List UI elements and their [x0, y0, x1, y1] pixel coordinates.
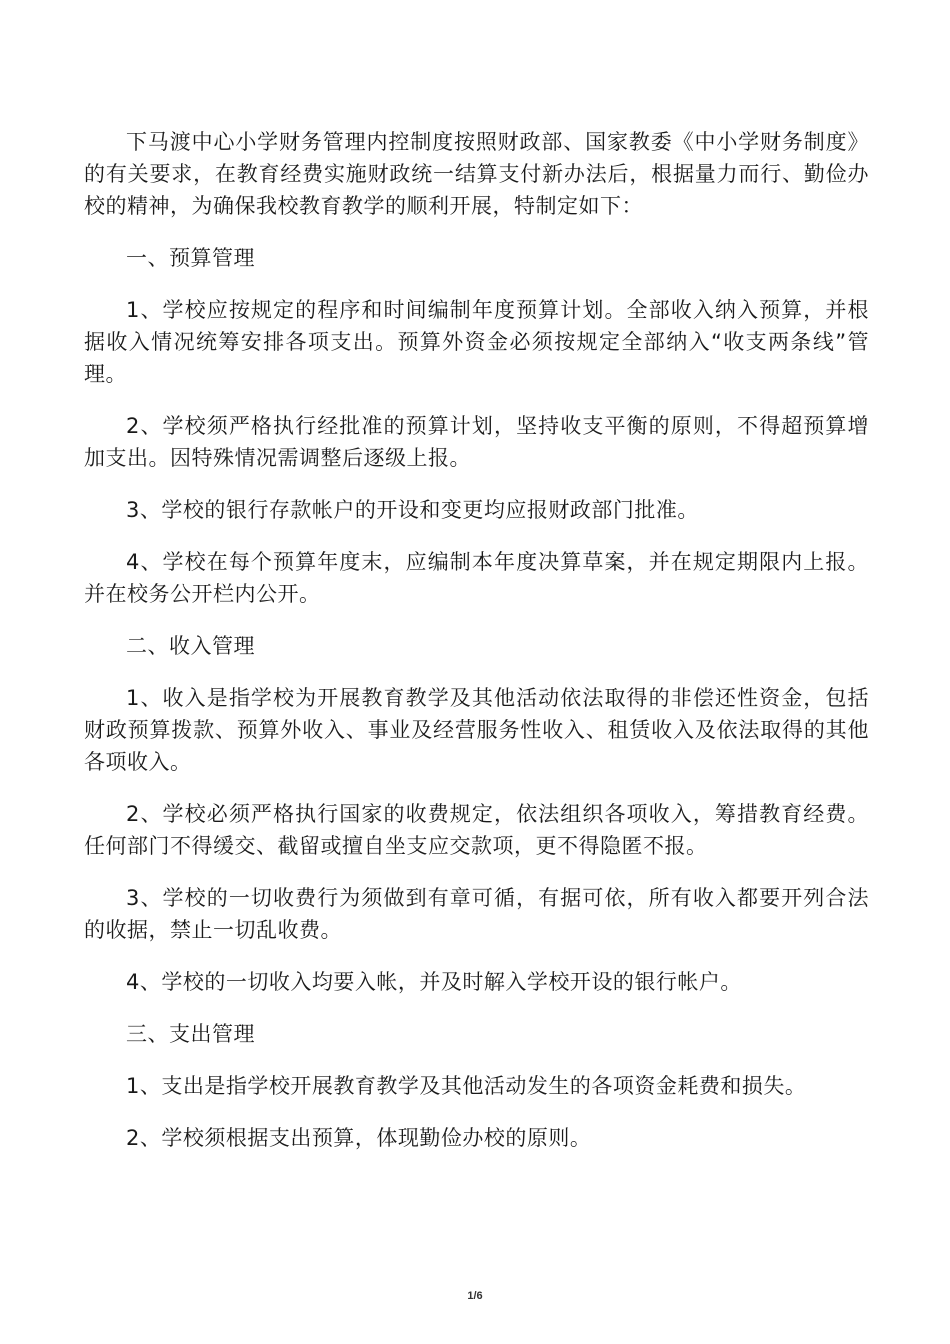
document-body: [84, 126, 869, 1174]
budget-item-2: 2、学校须严格执行经批准的预算计划，坚持收支平衡的原则，不得超预算增加支出。因特殊情况需调整后逐级上报。: [84, 414, 869, 470]
budget-item-1: 1、学校应按规定的程序和时间编制年度预算计划。全部收入纳入预算，并根据收入情况统筹安排各项支出。预算外资金必须按规定全部纳入“收支两条线”管理。: [84, 298, 869, 386]
intro-paragraph: 下马渡中心小学财务管理内控制度按照财政部、国家教委《中小学财务制度》的有关要求，在教育经费实施财政统一结算支付新办法后，根据量力而行、勤俭办校的精神，为确保我校教育教学的顺利开展，特制定如下：: [84, 130, 869, 218]
expenditure-item-2: 2、学校须根据支出预算，体现勤俭办校的原则。: [126, 1126, 592, 1150]
income-item-3: 3、学校的一切收费行为须做到有章可循，有据可依，所有收入都要开列合法的收据，禁止一切乱收费。: [84, 886, 869, 942]
section-heading-expenditure: 三、支出管理: [126, 1022, 255, 1046]
income-item-4: 4、学校的一切收入均要入帐，并及时解入学校开设的银行帐户。: [126, 970, 742, 994]
budget-item-3: 3、学校的银行存款帐户的开设和变更均应报财政部门批准。: [126, 498, 699, 522]
income-item-2: 2、学校必须严格执行国家的收费规定，依法组织各项收入，筹措教育经费。任何部门不得缓交、截留或擅自坐支应交款项，更不得隐匿不报。: [84, 802, 869, 858]
page-number: 1/6: [467, 1290, 483, 1302]
section-heading-budget: 一、预算管理: [126, 246, 255, 270]
expenditure-item-1: 1、支出是指学校开展教育教学及其他活动发生的各项资金耗费和损失。: [126, 1074, 807, 1098]
income-item-1: 1、收入是指学校为开展教育教学及其他活动依法取得的非偿还性资金，包括财政预算拨款、预算外收入、事业及经营服务性收入、租赁收入及依法取得的其他各项收入。: [84, 686, 869, 774]
budget-item-4: 4、学校在每个预算年度末，应编制本年度决算草案，并在规定期限内上报。并在校务公开栏内公开。: [84, 550, 869, 606]
section-heading-income: 二、收入管理: [126, 634, 255, 658]
